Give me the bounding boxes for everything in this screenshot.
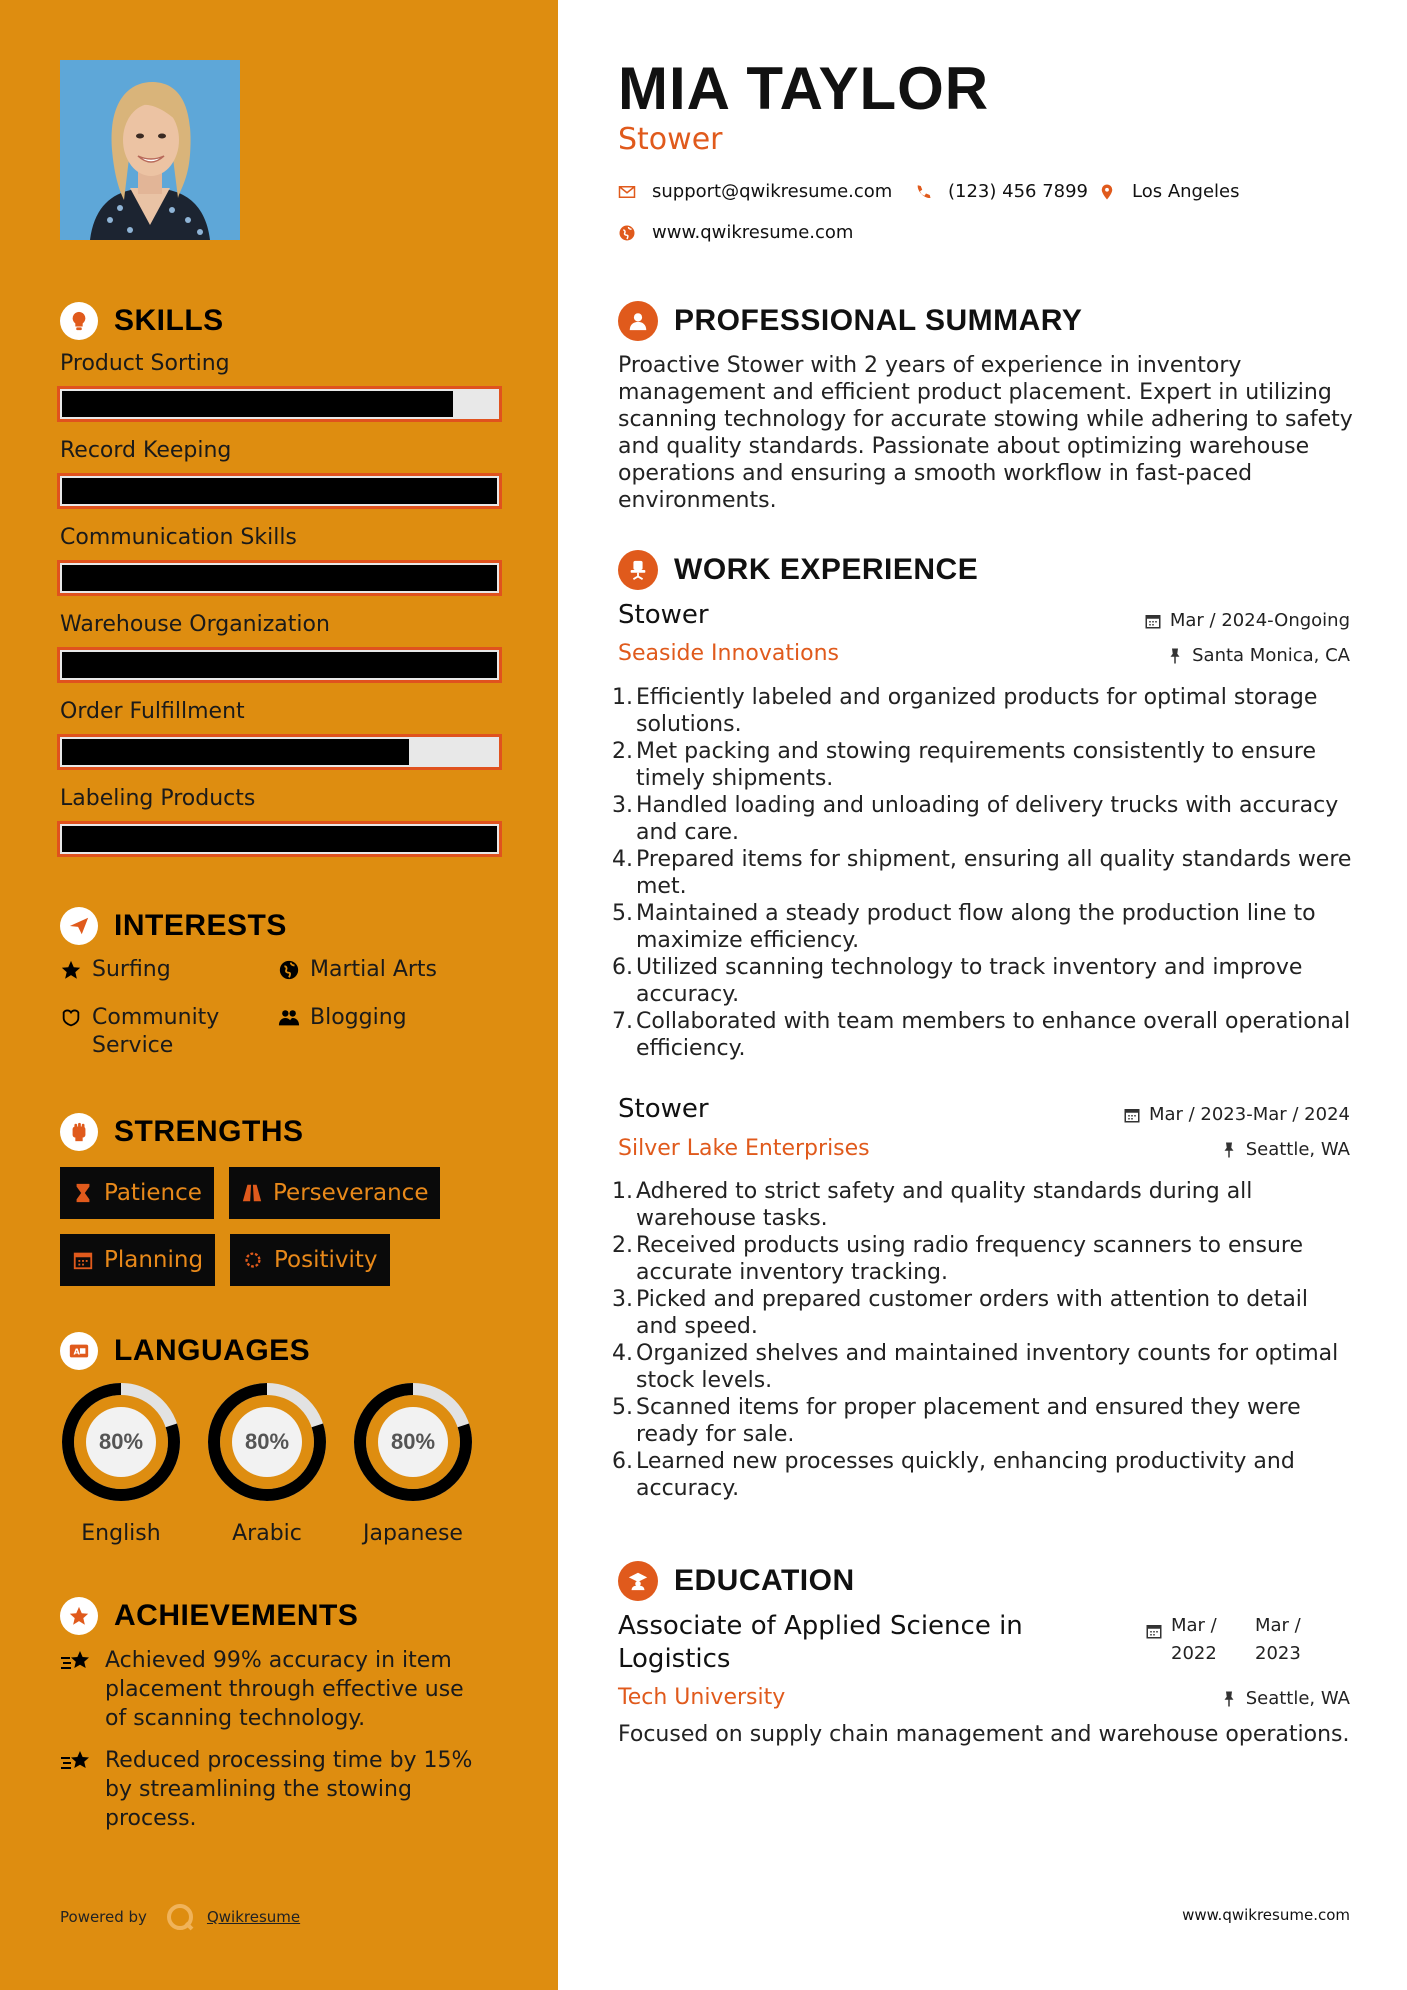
phone-icon <box>914 183 932 201</box>
profile-photo <box>60 60 240 240</box>
achievements-title: ACHIEVEMENTS <box>114 1599 359 1632</box>
job-bullets <box>612 684 1353 1062</box>
envelope-icon <box>618 183 636 201</box>
skill-bar <box>57 821 502 857</box>
strengths-title: STRENGTHS <box>114 1115 304 1148</box>
job-dates: Mar / 2023-Mar / 2024 <box>1123 1104 1350 1125</box>
globe-icon <box>278 956 304 984</box>
hourglass-icon <box>72 1182 94 1204</box>
map-pin-icon <box>1098 183 1116 201</box>
job-bullet: 4. Organized shelves and maintained inventory counts for optimal stock levels. <box>612 1341 1339 1393</box>
skill-bar <box>57 560 502 596</box>
contact-location <box>1098 181 1240 202</box>
calendar-icon <box>1144 612 1162 630</box>
graduate-icon <box>618 1561 658 1601</box>
contact-phone <box>914 181 1088 202</box>
road-icon <box>241 1182 263 1204</box>
skill-bar-fill <box>62 652 497 678</box>
skill-bar <box>57 647 502 683</box>
language-name: Arabic <box>232 1521 302 1546</box>
skill-bar-fill <box>62 826 497 852</box>
star-badge-icon <box>60 1597 98 1635</box>
hands-icon <box>60 1004 86 1032</box>
strength-tag: Perseverance <box>229 1167 440 1219</box>
strengths-heading <box>60 1112 304 1152</box>
achievement-item: Achieved 99% accuracy in item placement through effective use of scanning technology. <box>60 1646 490 1733</box>
company-name: Silver Lake Enterprises <box>618 1136 870 1161</box>
interest-item: Blogging <box>278 1004 407 1032</box>
school-name: Tech University <box>618 1685 786 1710</box>
interest-item: Martial Arts <box>278 956 437 984</box>
pushpin-icon <box>1220 1690 1238 1708</box>
contact-website <box>618 222 853 243</box>
job-bullets <box>612 1178 1353 1502</box>
achievements-heading <box>60 1596 358 1636</box>
candidate-name: MIA TAYLOR <box>618 55 990 122</box>
experience-heading <box>618 550 978 590</box>
summary-title: PROFESSIONAL SUMMARY <box>674 304 1083 337</box>
user-icon <box>618 301 658 341</box>
website-text[interactable]: www.qwikresume.com <box>652 222 854 243</box>
languages-title: LANGUAGES <box>114 1334 311 1367</box>
language-ring <box>352 1381 474 1546</box>
qwikresume-link[interactable]: Qwikresume <box>206 1908 301 1926</box>
contact-email <box>618 181 892 202</box>
job-bullet: 6. Learned new processes quickly, enhancing productivity and accuracy. <box>612 1449 1295 1501</box>
interest-item: Surfing <box>60 956 171 984</box>
skill-bar <box>57 734 502 770</box>
pushpin-icon <box>1166 647 1184 665</box>
job-bullet: 3. Picked and prepared customer orders with attention to detail and speed. <box>612 1287 1309 1339</box>
pushpin-icon <box>1220 1141 1238 1159</box>
job-bullet: 2. Received products using radio frequency scanners to ensure accurate inventory tracking. <box>612 1233 1303 1285</box>
calendar-icon <box>1123 1106 1141 1124</box>
language-name: English <box>81 1521 161 1546</box>
qwikresume-logo-icon <box>165 1902 195 1932</box>
calendar-icon <box>1145 1622 1165 1642</box>
powered-by: Powered by Qwikresume <box>60 1902 300 1932</box>
strength-tag: Positivity <box>230 1234 390 1286</box>
skills-title: SKILLS <box>114 304 224 337</box>
interest-item: Community Service <box>60 1004 260 1060</box>
achievement-item: Reduced processing time by 15% by streamlining the stowing process. <box>60 1746 490 1833</box>
job-bullet: 6. Utilized scanning technology to track inventory and improve accuracy. <box>612 955 1303 1007</box>
summary-heading <box>618 301 1082 341</box>
skill-bar <box>57 386 502 422</box>
skill-bar-fill <box>62 391 453 417</box>
interests-heading <box>60 906 287 946</box>
job-bullet: 4. Prepared items for shipment, ensuring all quality standards were met. <box>612 847 1352 899</box>
job-title: Stower <box>618 600 709 630</box>
language-percent: 80% <box>244 1429 290 1454</box>
job-bullet: 5. Scanned items for proper placement and ensured they were ready for sale. <box>612 1395 1301 1447</box>
school-location: Seattle, WA <box>1220 1688 1350 1709</box>
fist-icon <box>60 1113 98 1151</box>
language-ring <box>60 1381 182 1546</box>
skill-bar-fill <box>62 478 497 504</box>
job-bullet: 3. Handled loading and unloading of delivery trucks with accuracy and care. <box>612 793 1339 845</box>
shooting-star-icon <box>60 1746 105 1833</box>
skill-bar <box>57 473 502 509</box>
job-bullet: 5. Maintained a steady product flow along the production line to maximize efficiency. <box>612 901 1316 953</box>
interests-title: INTERESTS <box>114 909 287 942</box>
language-icon <box>60 1332 98 1370</box>
summary-text: Proactive Stower with 2 years of experience in inventory management and efficient product placement. Expert in utilizing scanning technology for accurate stowing while adhering to safety and quality standards. Passionate about optimizing warehouse operations and ensuring a smooth workflow in fast-paced environments. <box>618 353 1353 513</box>
skill-label: Labeling Products <box>60 786 256 811</box>
job-dates: Mar / 2024-Ongoing <box>1144 610 1350 631</box>
job-bullet: 1. Efficiently labeled and organized products for optimal storage solutions. <box>612 685 1318 737</box>
job-bullet: 7. Collaborated with team members to enhance overall operational efficiency. <box>612 1009 1351 1061</box>
users-icon <box>278 1004 304 1032</box>
candidate-role: Stower <box>618 122 723 157</box>
job-bullet: 1. Adhered to strict safety and quality standards during all warehouse tasks. <box>612 1179 1253 1231</box>
star-icon <box>60 956 86 984</box>
edu-start-date: Mar / 2022 <box>1171 1615 1217 1664</box>
sidebar <box>0 0 558 1990</box>
lightbulb-icon <box>60 302 98 340</box>
strength-tag: Planning <box>60 1234 215 1286</box>
education-heading <box>618 1561 855 1601</box>
email-text[interactable]: support@qwikresume.com <box>652 181 893 202</box>
sun-icon <box>242 1249 264 1271</box>
education-title: EDUCATION <box>674 1564 855 1597</box>
language-ring <box>206 1381 328 1546</box>
footer-website[interactable]: www.qwikresume.com <box>1182 1906 1350 1924</box>
language-name: Japanese <box>363 1521 463 1546</box>
edu-end-date: Mar / 2023 <box>1255 1615 1301 1664</box>
office-chair-icon <box>618 550 658 590</box>
job-title: Stower <box>618 1094 709 1124</box>
skill-label: Warehouse Organization <box>60 612 330 637</box>
language-percent: 80% <box>390 1429 436 1454</box>
location-text: Los Angeles <box>1132 181 1240 202</box>
skill-label: Communication Skills <box>60 525 297 550</box>
job-location: Seattle, WA <box>1220 1139 1350 1160</box>
paper-plane-icon <box>60 907 98 945</box>
experience-title: WORK EXPERIENCE <box>674 553 979 586</box>
languages-heading <box>60 1331 310 1371</box>
skill-label: Product Sorting <box>60 351 230 376</box>
language-percent: 80% <box>98 1429 144 1454</box>
shooting-star-icon <box>60 1646 105 1733</box>
calendar-icon <box>72 1249 94 1271</box>
globe-icon <box>618 224 636 242</box>
main-content <box>612 0 1353 1990</box>
company-name: Seaside Innovations <box>618 641 839 666</box>
skill-bar-fill <box>62 565 497 591</box>
phone-text: (123) 456 7899 <box>948 181 1089 202</box>
job-location: Santa Monica, CA <box>1166 645 1350 666</box>
skill-label: Record Keeping <box>60 438 232 463</box>
job-bullet: 2. Met packing and stowing requirements consistently to ensure timely shipments. <box>612 739 1317 791</box>
skills-heading <box>60 301 224 341</box>
education-description: Focused on supply chain management and warehouse operations. <box>618 1722 1350 1747</box>
degree-title: Associate of Applied Science in Logistics <box>618 1611 1023 1674</box>
skill-bar-fill <box>62 739 409 765</box>
strength-tag: Patience <box>60 1167 214 1219</box>
svg-text:A: A <box>73 1346 80 1357</box>
skill-label: Order Fulfillment <box>60 699 245 724</box>
